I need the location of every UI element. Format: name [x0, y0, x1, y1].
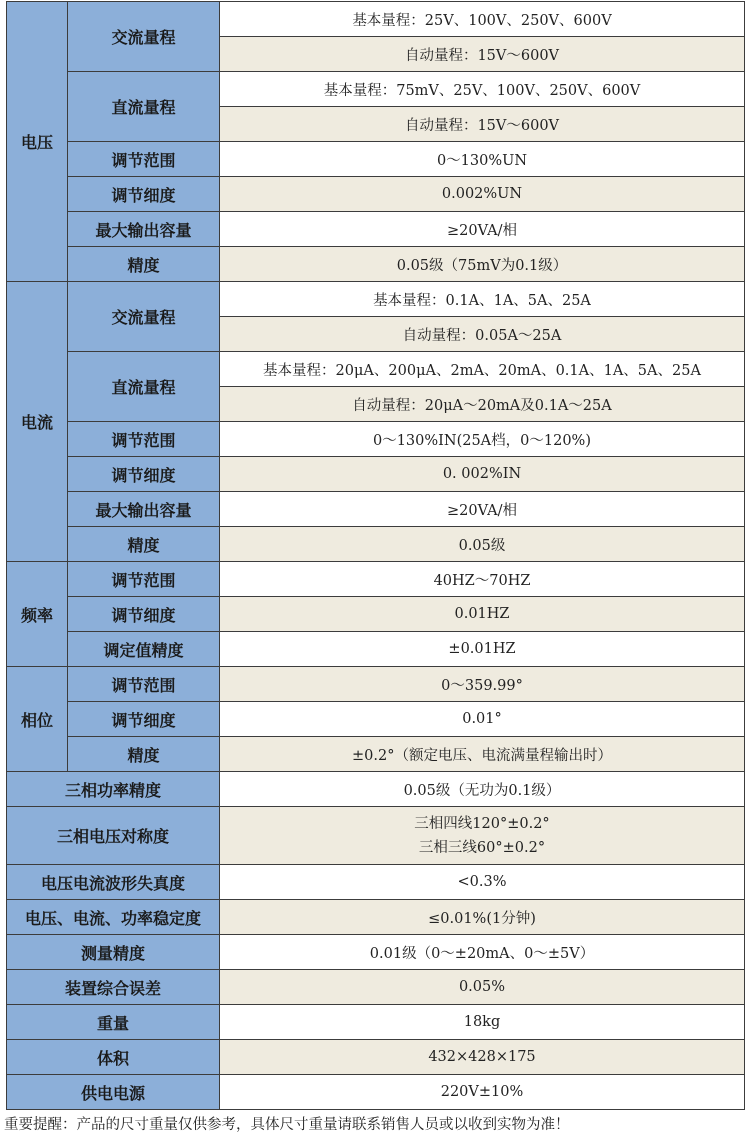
voltage-ac-auto: 自动量程：15V～600V — [220, 37, 745, 72]
phase-accuracy-value: ±0.2°（额定电压、电流满量程输出时） — [220, 737, 745, 772]
table-row — [7, 1040, 745, 1075]
table-row — [7, 935, 745, 970]
phase-fineness-value: 0.01° — [220, 702, 745, 737]
current-dc-label: 直流量程 — [68, 352, 220, 422]
table-row — [7, 702, 745, 737]
symmetry-value-line-1: 三相四线120°±0.2° — [414, 815, 550, 832]
table-row — [7, 282, 745, 317]
voltage-range-value: 0～130%UN — [220, 142, 745, 177]
symmetry-value — [220, 807, 745, 865]
current-fineness-value: 0. 002%IN — [220, 457, 745, 492]
current-fineness-label: 调节细度 — [68, 457, 220, 492]
stability-value: ≤0.01%(1分钟) — [220, 900, 745, 935]
category-frequency: 频率 — [7, 562, 68, 667]
phase-fineness-label: 调节细度 — [68, 702, 220, 737]
notice-text: 重要提醒：产品的尺寸重量仅供参考，具体尺寸重量请联系销售人员或以收到实物为准！ — [4, 1117, 570, 1133]
current-range-value: 0～130%IN(25A档，0～120%) — [220, 422, 745, 457]
stability-label: 电压、电流、功率稳定度 — [7, 900, 220, 935]
voltage-capacity-value: ≥20VA/相 — [220, 212, 745, 247]
frequency-setting-value: ±0.01HZ — [220, 632, 745, 667]
table-row — [7, 422, 745, 457]
table-row — [7, 352, 745, 387]
voltage-fineness-label: 调节细度 — [68, 177, 220, 212]
voltage-ac-label: 交流量程 — [68, 2, 220, 72]
phase-range-value: 0～359.99° — [220, 667, 745, 702]
table-row — [7, 807, 745, 865]
measure-label: 测量精度 — [7, 935, 220, 970]
voltage-fineness-value: 0.002%UN — [220, 177, 745, 212]
table-row — [7, 562, 745, 597]
frequency-fineness-value: 0.01HZ — [220, 597, 745, 632]
voltage-accuracy-value: 0.05级（75mV为0.1级） — [220, 247, 745, 282]
phase-range-label: 调节范围 — [68, 667, 220, 702]
table-row — [7, 1075, 745, 1110]
table-row — [7, 177, 745, 212]
power-accuracy-value: 0.05级（无功为0.1级） — [220, 772, 745, 807]
category-phase: 相位 — [7, 667, 68, 772]
voltage-ac-basic: 基本量程：25V、100V、250V、600V — [220, 2, 745, 37]
current-capacity-label: 最大输出容量 — [68, 492, 220, 527]
voltage-range-label: 调节范围 — [68, 142, 220, 177]
power-accuracy-label: 三相功率精度 — [7, 772, 220, 807]
current-ac-basic: 基本量程：0.1A、1A、5A、25A — [220, 282, 745, 317]
voltage-capacity-label: 最大输出容量 — [68, 212, 220, 247]
distortion-label: 电压电流波形失真度 — [7, 865, 220, 900]
voltage-dc-auto: 自动量程：15V～600V — [220, 107, 745, 142]
table-row — [7, 72, 745, 107]
current-ac-auto: 自动量程：0.05A～25A — [220, 317, 745, 352]
current-ac-label: 交流量程 — [68, 282, 220, 352]
error-label: 装置综合误差 — [7, 970, 220, 1005]
table-row — [7, 970, 745, 1005]
symmetry-value-line-2: 三相三线60°±0.2° — [418, 839, 546, 856]
voltage-dc-label: 直流量程 — [68, 72, 220, 142]
frequency-range-label: 调节范围 — [68, 562, 220, 597]
distortion-value: <0.3% — [220, 865, 745, 900]
frequency-setting-label: 调定值精度 — [68, 632, 220, 667]
table-row — [7, 900, 745, 935]
current-dc-basic: 基本量程：20μA、200μA、2mA、20mA、0.1A、1A、5A、25A — [220, 352, 745, 387]
table-row — [7, 142, 745, 177]
table-row — [7, 737, 745, 772]
current-accuracy-value: 0.05级 — [220, 527, 745, 562]
symmetry-label: 三相电压对称度 — [7, 807, 220, 865]
current-range-label: 调节范围 — [68, 422, 220, 457]
volume-value: 432×428×175 — [220, 1040, 745, 1075]
current-dc-auto: 自动量程：20μA～20mA及0.1A～25A — [220, 387, 745, 422]
table-row — [7, 527, 745, 562]
table-row — [7, 457, 745, 492]
error-value: 0.05% — [220, 970, 745, 1005]
table-row — [7, 772, 745, 807]
table-row — [7, 212, 745, 247]
power-supply-label: 供电电源 — [7, 1075, 220, 1110]
category-current: 电流 — [7, 282, 68, 562]
weight-value: 18kg — [220, 1005, 745, 1040]
voltage-dc-basic: 基本量程：75mV、25V、100V、250V、600V — [220, 72, 745, 107]
table-row — [7, 865, 745, 900]
measure-value: 0.01级（0～±20mA、0～±5V） — [220, 935, 745, 970]
frequency-fineness-label: 调节细度 — [68, 597, 220, 632]
table-row — [7, 492, 745, 527]
table-row — [7, 2, 745, 37]
phase-accuracy-label: 精度 — [68, 737, 220, 772]
table-row — [7, 667, 745, 702]
table-row — [7, 1005, 745, 1040]
weight-label: 重量 — [7, 1005, 220, 1040]
volume-label: 体积 — [7, 1040, 220, 1075]
current-accuracy-label: 精度 — [68, 527, 220, 562]
spec-table — [6, 1, 745, 1110]
frequency-range-value: 40HZ～70HZ — [220, 562, 745, 597]
category-voltage: 电压 — [7, 2, 68, 282]
voltage-accuracy-label: 精度 — [68, 247, 220, 282]
table-row — [7, 247, 745, 282]
power-supply-value: 220V±10% — [220, 1075, 745, 1110]
current-capacity-value: ≥20VA/相 — [220, 492, 745, 527]
table-row — [7, 632, 745, 667]
table-row — [7, 597, 745, 632]
